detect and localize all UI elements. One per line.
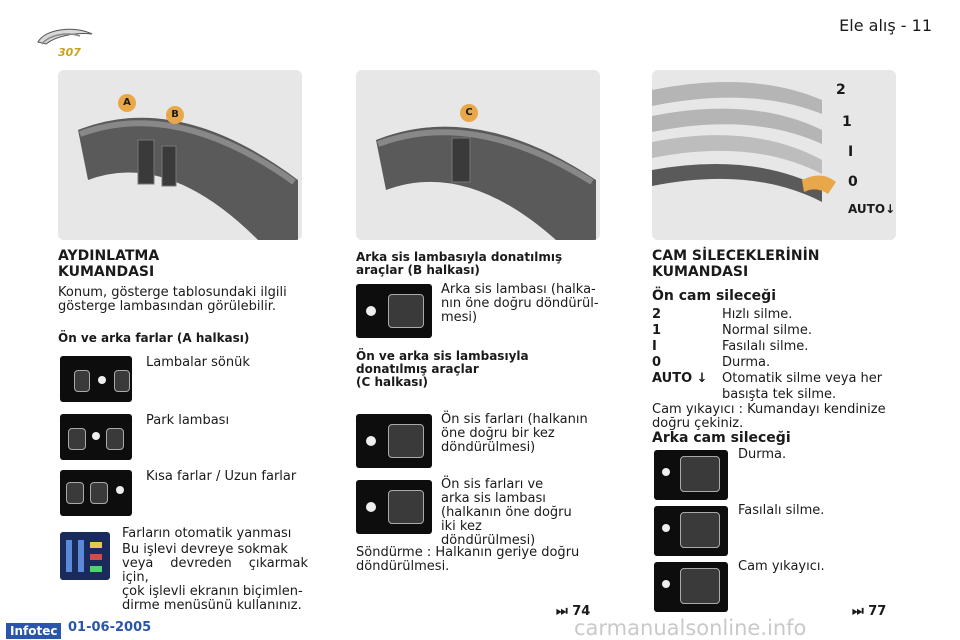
rear-wiper-title: Arka cam sileceği [652, 430, 791, 446]
section-a-ring: Ön ve arka farlar (A halkası) [58, 331, 250, 345]
brand-logo [32, 24, 98, 62]
section-b-ring: Arka sis lambasıyla donatılmış araçlar (B halkası) [356, 250, 563, 277]
rear-fog-icon [356, 284, 432, 338]
lights-off-icon [60, 356, 132, 402]
rear-washer-icon [654, 562, 728, 612]
infotec-logo: Infotec [6, 620, 61, 639]
lighting-intro: Konum, gösterge tablosundaki ilgili gösterge lambasından görülebilir. [58, 285, 287, 314]
model-badge: 307 [58, 46, 81, 59]
fog-off-text: Söndürme : Halkanın geriye doğru döndürülmesi. [356, 545, 580, 574]
section-c-ring: Ön ve arka sis lambasıyla donatılmış araçlar (C halkası) [356, 349, 529, 389]
watermark: carmanualsonline.info [574, 616, 807, 640]
rear-wiper-intermittent-icon [654, 506, 728, 556]
washer-text: Cam yıkayıcı : Kumandayı kendinize doğru çekiniz. [652, 402, 886, 431]
wiper-pos-0: 0 [848, 174, 858, 190]
wiper-pos-auto-label: AUTO [848, 202, 886, 216]
ring-label-b: B [166, 106, 184, 124]
wiper-title: CAM SİLECEKLERİNİN KUMANDASI [652, 248, 820, 280]
rear-wiper-stop-icon [654, 450, 728, 500]
rear-washer-label: Cam yıkayıcı. [738, 559, 825, 574]
wiper-stalk-photo [652, 70, 896, 240]
lighting-stalk-photo [58, 70, 302, 240]
front-rear-fog-label: Ön sis farları ve arka sis lambası (halkanın öne doğru iki kez döndürülmesi) [441, 477, 572, 548]
wiper-pos-1: 1 [842, 114, 852, 130]
lighting-title: AYDINLATMA KUMANDASI [58, 248, 160, 280]
front-rear-fog-icon [356, 480, 432, 534]
ring-label-c: C [460, 104, 478, 122]
auto-lights-title: Farların otomatik yanması [122, 526, 292, 541]
headlights-icon [60, 470, 132, 516]
front-fog-label: Ön sis farları (halkanın öne doğru bir kez döndürülmesi) [441, 412, 588, 455]
forward-arrow-icon: ⏭ [556, 604, 568, 619]
front-wiper-list: 2 Hızlı silme. 1 Normal silme. I Fasılalı silme. 0 Durma. AUTO ↓ Otomatik silme veya her basışta tek silme. [652, 307, 883, 402]
front-fog-icon [356, 414, 432, 468]
parking-light-label: Park lambası [146, 413, 230, 428]
parking-light-icon [60, 414, 132, 460]
wiper-pos-auto [848, 202, 895, 216]
auto-lights-desc: Bu işlevi devreye sokmak veya devreden çıkarmak için, çok işlevli ekranın biçimlen- dirme menüsünü kullanınız. [122, 542, 308, 613]
page-ref-74[interactable]: ⏭ 74 [556, 604, 591, 619]
print-date: 01-06-2005 [68, 620, 152, 635]
down-arrow-icon: ↓ [885, 202, 896, 216]
page-ref-77[interactable]: ⏭ 77 [852, 604, 887, 619]
lights-off-label: Lambalar sönük [146, 355, 250, 370]
fog-stalk-photo [356, 70, 600, 240]
page-title: Ele alış - 11 [839, 16, 932, 35]
ring-label-a: A [118, 94, 136, 112]
rear-fog-label: Arka sis lambası (halka- nın öne doğru döndürül- mesi) [441, 282, 599, 325]
wiper-pos-intermittent: I [848, 144, 854, 160]
wiper-pos-2: 2 [836, 82, 846, 98]
forward-arrow-icon: ⏭ [852, 604, 864, 619]
rear-wiper-stop-label: Durma. [738, 447, 787, 462]
headlights-label: Kısa farlar / Uzun farlar [146, 469, 297, 484]
rear-wiper-intermittent-label: Fasılalı silme. [738, 503, 825, 518]
front-wiper-title: Ön cam sileceği [652, 288, 776, 304]
menu-settings-icon [60, 532, 110, 580]
